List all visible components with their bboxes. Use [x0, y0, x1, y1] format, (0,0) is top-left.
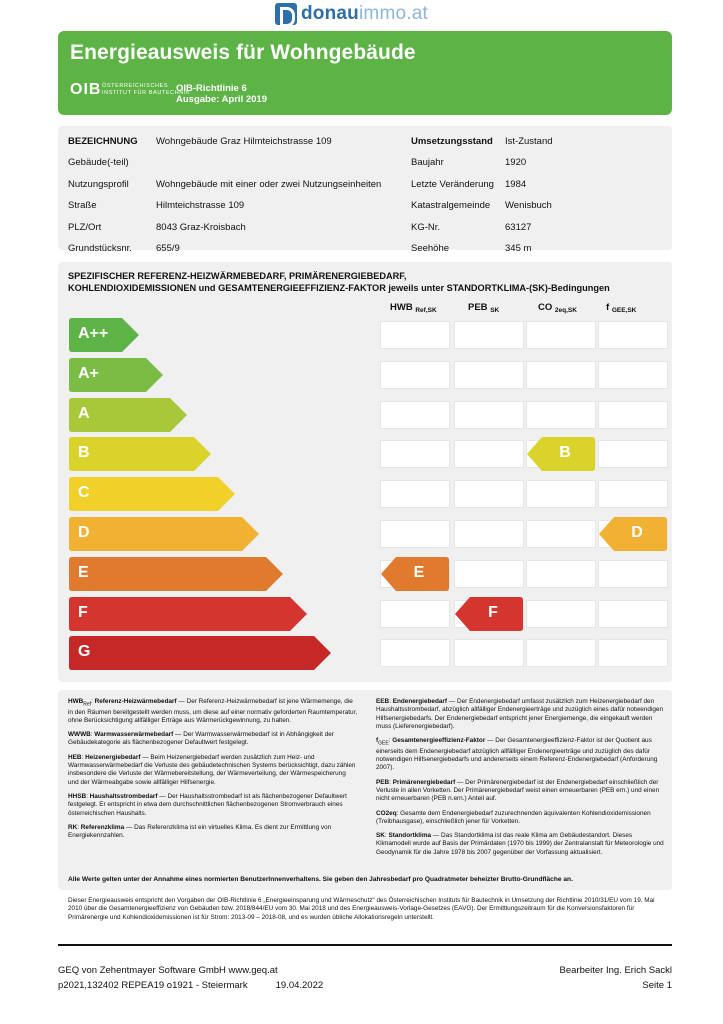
scale-cell: [380, 321, 450, 349]
scale-cell: [380, 480, 450, 508]
brand-name: donauimmo.at: [301, 3, 428, 24]
energy-class-band: [68, 516, 260, 552]
energy-class-label: C: [78, 484, 90, 502]
energy-class-label: A: [78, 404, 90, 422]
info-label: Nutzungsprofil: [68, 178, 129, 190]
footer-divider: [58, 944, 672, 946]
scale-cell: [380, 401, 450, 429]
scale-cell: [454, 639, 524, 667]
scale-cell: [526, 321, 596, 349]
scale-cell: [526, 560, 596, 588]
column-header: HWB $_{Ref,SK}$: [390, 302, 437, 314]
scale-cell: [380, 520, 450, 548]
info-label: Baujahr: [411, 157, 444, 168]
definitions-note: Alle Werte gelten unter der Annahme eines normierten BenutzerInnenverhaltens. Sie geben den Jahresbedarf pro Quadratmeter beheizter Brutto-Grundfläche an.: [68, 876, 573, 883]
energy-class-label: A+: [78, 364, 99, 382]
umsetzung-label: Umsetzungsstand: [411, 136, 493, 147]
scale-cell: [380, 600, 450, 628]
info-value: 8043 Graz-Kroisbach: [156, 221, 246, 233]
oib-institute: ÖSTERREICHISCHES INSTITUT FÜR BAUTECHNIK: [102, 83, 191, 96]
rating-marker: [598, 516, 668, 552]
definitions-right: [376, 698, 666, 863]
scale-cell: [598, 361, 668, 389]
rating-marker-label: D: [631, 524, 643, 541]
energy-class-label: D: [78, 524, 90, 541]
energy-class-band: [68, 556, 284, 592]
scale-cell: [454, 440, 524, 468]
scale-cell: [454, 560, 524, 588]
definition-block: EEB: Endenergiebedarf — Der Endenergiebedarf umfasst zusätzlich zum Heizenergiebedarf den Haushaltsstrombedarf, abzüglich allfälliger Endenergieerträge und zuzüglich eines dafür notwendigen Hilfsenergiebedarfs. Der Endenergiebedarf entspricht jener Energiemenge, die eingekauft werden muss (Lieferenergiebedarf).: [376, 698, 664, 730]
scale-cell: [598, 560, 668, 588]
oib-logo: OIB: [70, 81, 102, 98]
info-label: Katastralgemeinde: [411, 200, 491, 211]
scale-cell: [598, 639, 668, 667]
guideline-info: OIB-Richtlinie 6 Ausgabe: April 2019: [176, 83, 267, 105]
project-code: p2021,132402 REPEA19 o1921 - Steiermark: [58, 980, 248, 991]
definition-block: RK: Referenzklima — Das Referenzklima ist ein virtuelles Klima. Es dient zur Ermittlung von Energiekennzahlen.: [68, 823, 332, 840]
scale-cell: [598, 480, 668, 508]
scale-cell: [526, 520, 596, 548]
donauimmo-logo[interactable]: [275, 2, 428, 26]
certificate-header: [58, 31, 672, 115]
energy-class-label: B: [78, 444, 90, 462]
editor-name: Bearbeiter Ing. Erich Sackl: [559, 965, 672, 976]
issue-date: 19.04.2022: [275, 980, 324, 991]
bezeichnung-label: BEZEICHNUNG: [68, 136, 138, 147]
energy-class-band: [68, 397, 188, 433]
definitions-panel: [58, 690, 672, 890]
footer-right: [560, 963, 672, 993]
footer-left: [58, 963, 323, 993]
brand-bar: [0, 0, 723, 28]
info-value: 63127: [505, 221, 532, 233]
energy-class-band: [68, 476, 236, 512]
info-row: [58, 243, 672, 261]
energy-class-label: F: [78, 603, 88, 621]
legal-notice: Dieser Energieausweis entspricht den Vorgaben der OIB-Richtlinie 6 „Energieeinsparung und Wärmeschutz" des Österreichischen Instituts für Bautechnik in Umsetzung der Richtlinie 2010/31/EU vom 19. Mai 2010 über die Gesamtenergieeffizienz von Gebäuden bzw. 2018/844/EU vom 30. Mai 2018 und des Energieausweis-Vorlage-Gesetzes (EAVG). Der Ermittlungszeitraum für die Konversionsfaktoren für Primärenergie und Kohlendioxidemissionen ist für Strom: 2013-09 – 2018-08, und es wurden übliche Allokationsregeln unterstellt.: [68, 897, 655, 921]
energy-class-band: [68, 436, 212, 472]
rating-marker: [526, 436, 596, 472]
energy-class-band: [68, 357, 164, 393]
energy-class-label: E: [78, 563, 89, 581]
scale-cell: [598, 600, 668, 628]
scale-cell: [454, 520, 524, 548]
umsetzung-value: Ist-Zustand: [505, 136, 553, 147]
energy-rating-title: SPEZIFISCHER REFERENZ-HEIZWÄRMEBEDARF, PRIMÄRENERGIEBEDARF, KOHLENDIOXIDEMISSIONEN und GESAMTENERGIEEFFIZIENZ-FAKTOR jeweils unter STANDORTKLIMA-(SK)-Bedingungen: [68, 271, 610, 293]
info-value: 1984: [505, 178, 527, 190]
scale-cell: [454, 480, 524, 508]
info-row: [58, 179, 672, 197]
info-value: 1920: [505, 157, 527, 168]
info-row-bezeichnung: [58, 136, 672, 154]
info-label: KG-Nr.: [411, 221, 441, 233]
scale-cell: [526, 361, 596, 389]
scale-cell: [454, 401, 524, 429]
scale-cell: [454, 321, 524, 349]
scale-cell: [380, 639, 450, 667]
page-number: Seite 1: [642, 980, 672, 991]
d-logo-icon: [275, 3, 297, 25]
energy-class-band: [68, 596, 308, 632]
rating-marker-label: B: [559, 444, 571, 462]
info-value: Wohngebäude mit einer oder zwei Nutzungseinheiten: [156, 178, 382, 190]
definition-block: WWWB: Warmwasserwärmebedarf — Der Warmwasserwärmebedarf ist in Abhängigkeit der Gebäudekategorie als flächenbezogener Defaultwert festgelegt.: [68, 731, 334, 747]
energy-rating-panel: [58, 262, 672, 682]
scale-cell: [380, 361, 450, 389]
definition-block: PEB: Primärenergiebedarf — Der Primärenergiebedarf ist der Endenergiebedarf einschließlich der Verluste in allen Vorketten. Der Primärenergiebedarf weist einen erneuerbaren (PEB ern.) und einen nicht erneuerbaren (PEB n.ern.) Anteil auf.: [376, 778, 660, 803]
definition-block: CO2eq: Gesamte dem Endenergiebedarf zuzurechnenden äquivalenten Kohlendioxidemissionen (Treibhausgase), einschließlich jener für Vorketten.: [376, 809, 651, 825]
scale-cell: [598, 440, 668, 468]
info-row: [58, 157, 672, 175]
energy-class-band: [68, 635, 332, 671]
definition-block: HEB: Heizenergiebedarf — Beim Heizenergiebedarf werden zusätzlich zum Heiz- und Warmwasserwärmebedarf die Verluste des gebäudetechnischen Systems berücksichtigt, dazu zählen insbesondere die Verluste der Wärmebereitstellung, der Wärmeverteilung, der Wärmespeicherung und der Wärmeabgabe sowie allfälliger Hilfsenergie.: [68, 753, 356, 786]
energy-class-label: G: [78, 643, 91, 661]
info-row: [58, 222, 672, 240]
scale-cell: [454, 361, 524, 389]
definition-block: $f_{GEE}$: Gesamtenergieeffizienz-Faktor — Der Gesamtenergieeffizienz-Faktor ist der Quotient aus einerseits dem Endenergiebedarf abzüglich allfälliger Endenergieerträge und zuzüglich des dafür notwendigen Hilfsenergiebedarfs und andererseits einem Referenz-Endenergiebedarf (Anforderung 2007).: [376, 737, 658, 772]
scale-cell: [598, 401, 668, 429]
certificate-title: Energieausweis für Wohngebäude: [70, 41, 416, 64]
info-label: PLZ/Ort: [68, 221, 102, 233]
column-header: PEB $_{SK}$: [468, 302, 500, 314]
definitions-left: [68, 698, 358, 846]
info-label: Grundstücksnr.: [68, 243, 132, 254]
scale-cell: [380, 440, 450, 468]
energy-class-label: A++: [78, 325, 109, 342]
info-label: Seehöhe: [411, 243, 450, 254]
scale-cell: [526, 600, 596, 628]
info-value: Hilmteichstrasse 109: [156, 200, 245, 211]
info-row: [58, 200, 672, 218]
definition-block: $HWB_{Ref}$: Referenz-Heizwärmebedarf — Der Referenz-Heizwärmebedarf ist jene Wärmemenge, die in den Räumen bereitgestellt werden muss, um diese auf einer normativ geforderten Raumtemperatur, ohne Berücksichtigung allfälliger Erträge aus Wärmerückgewinnung, zu halten.: [68, 698, 358, 724]
info-value: 655/9: [156, 243, 180, 254]
definition-block: SK: Standortklima — Das Standortklima ist das reale Klima am Gebäudestandort. Dieses Klimamodell wurde auf Basis der Primärdaten (1970 bis 1999) der Zentralanstalt für Meteorologie und Geodynamik für die Jahre 1978 bis 2007 gegenüber der Vorfassung aktualisiert.: [376, 832, 664, 856]
software-credit: GEQ von Zehentmayer Software GmbH www.geq.at: [58, 965, 278, 976]
rating-marker: [380, 556, 450, 592]
info-label: Straße: [68, 200, 97, 211]
rating-marker-label: E: [413, 563, 425, 581]
building-info-panel: [58, 126, 672, 254]
rating-marker-label: F: [488, 603, 498, 621]
info-label: Letzte Veränderung: [411, 178, 494, 190]
rating-marker: [454, 596, 524, 632]
column-header: f $_{GEE,SK}$: [606, 302, 637, 314]
definition-block: HHSB: Haushaltsstrombedarf — Der Haushaltsstrombedarf ist als flächenbezogener Defaultwert festgelegt. Er entspricht in etwa dem durchschnittlichen flächenbezogenen Stromverbrauch eines österreichischen Haushalts.: [68, 792, 347, 817]
bezeichnung-value: Wohngebäude Graz Hilmteichstrasse 109: [156, 136, 332, 147]
info-value: Wenisbuch: [505, 200, 552, 211]
info-label: Gebäude(-teil): [68, 157, 129, 168]
scale-cell: [526, 480, 596, 508]
energy-class-band: [68, 317, 140, 353]
column-header: CO $_{2eq,SK}$: [538, 302, 577, 314]
info-value: 345 m: [505, 243, 532, 254]
scale-cell: [526, 639, 596, 667]
scale-cell: [526, 401, 596, 429]
scale-cell: [598, 321, 668, 349]
